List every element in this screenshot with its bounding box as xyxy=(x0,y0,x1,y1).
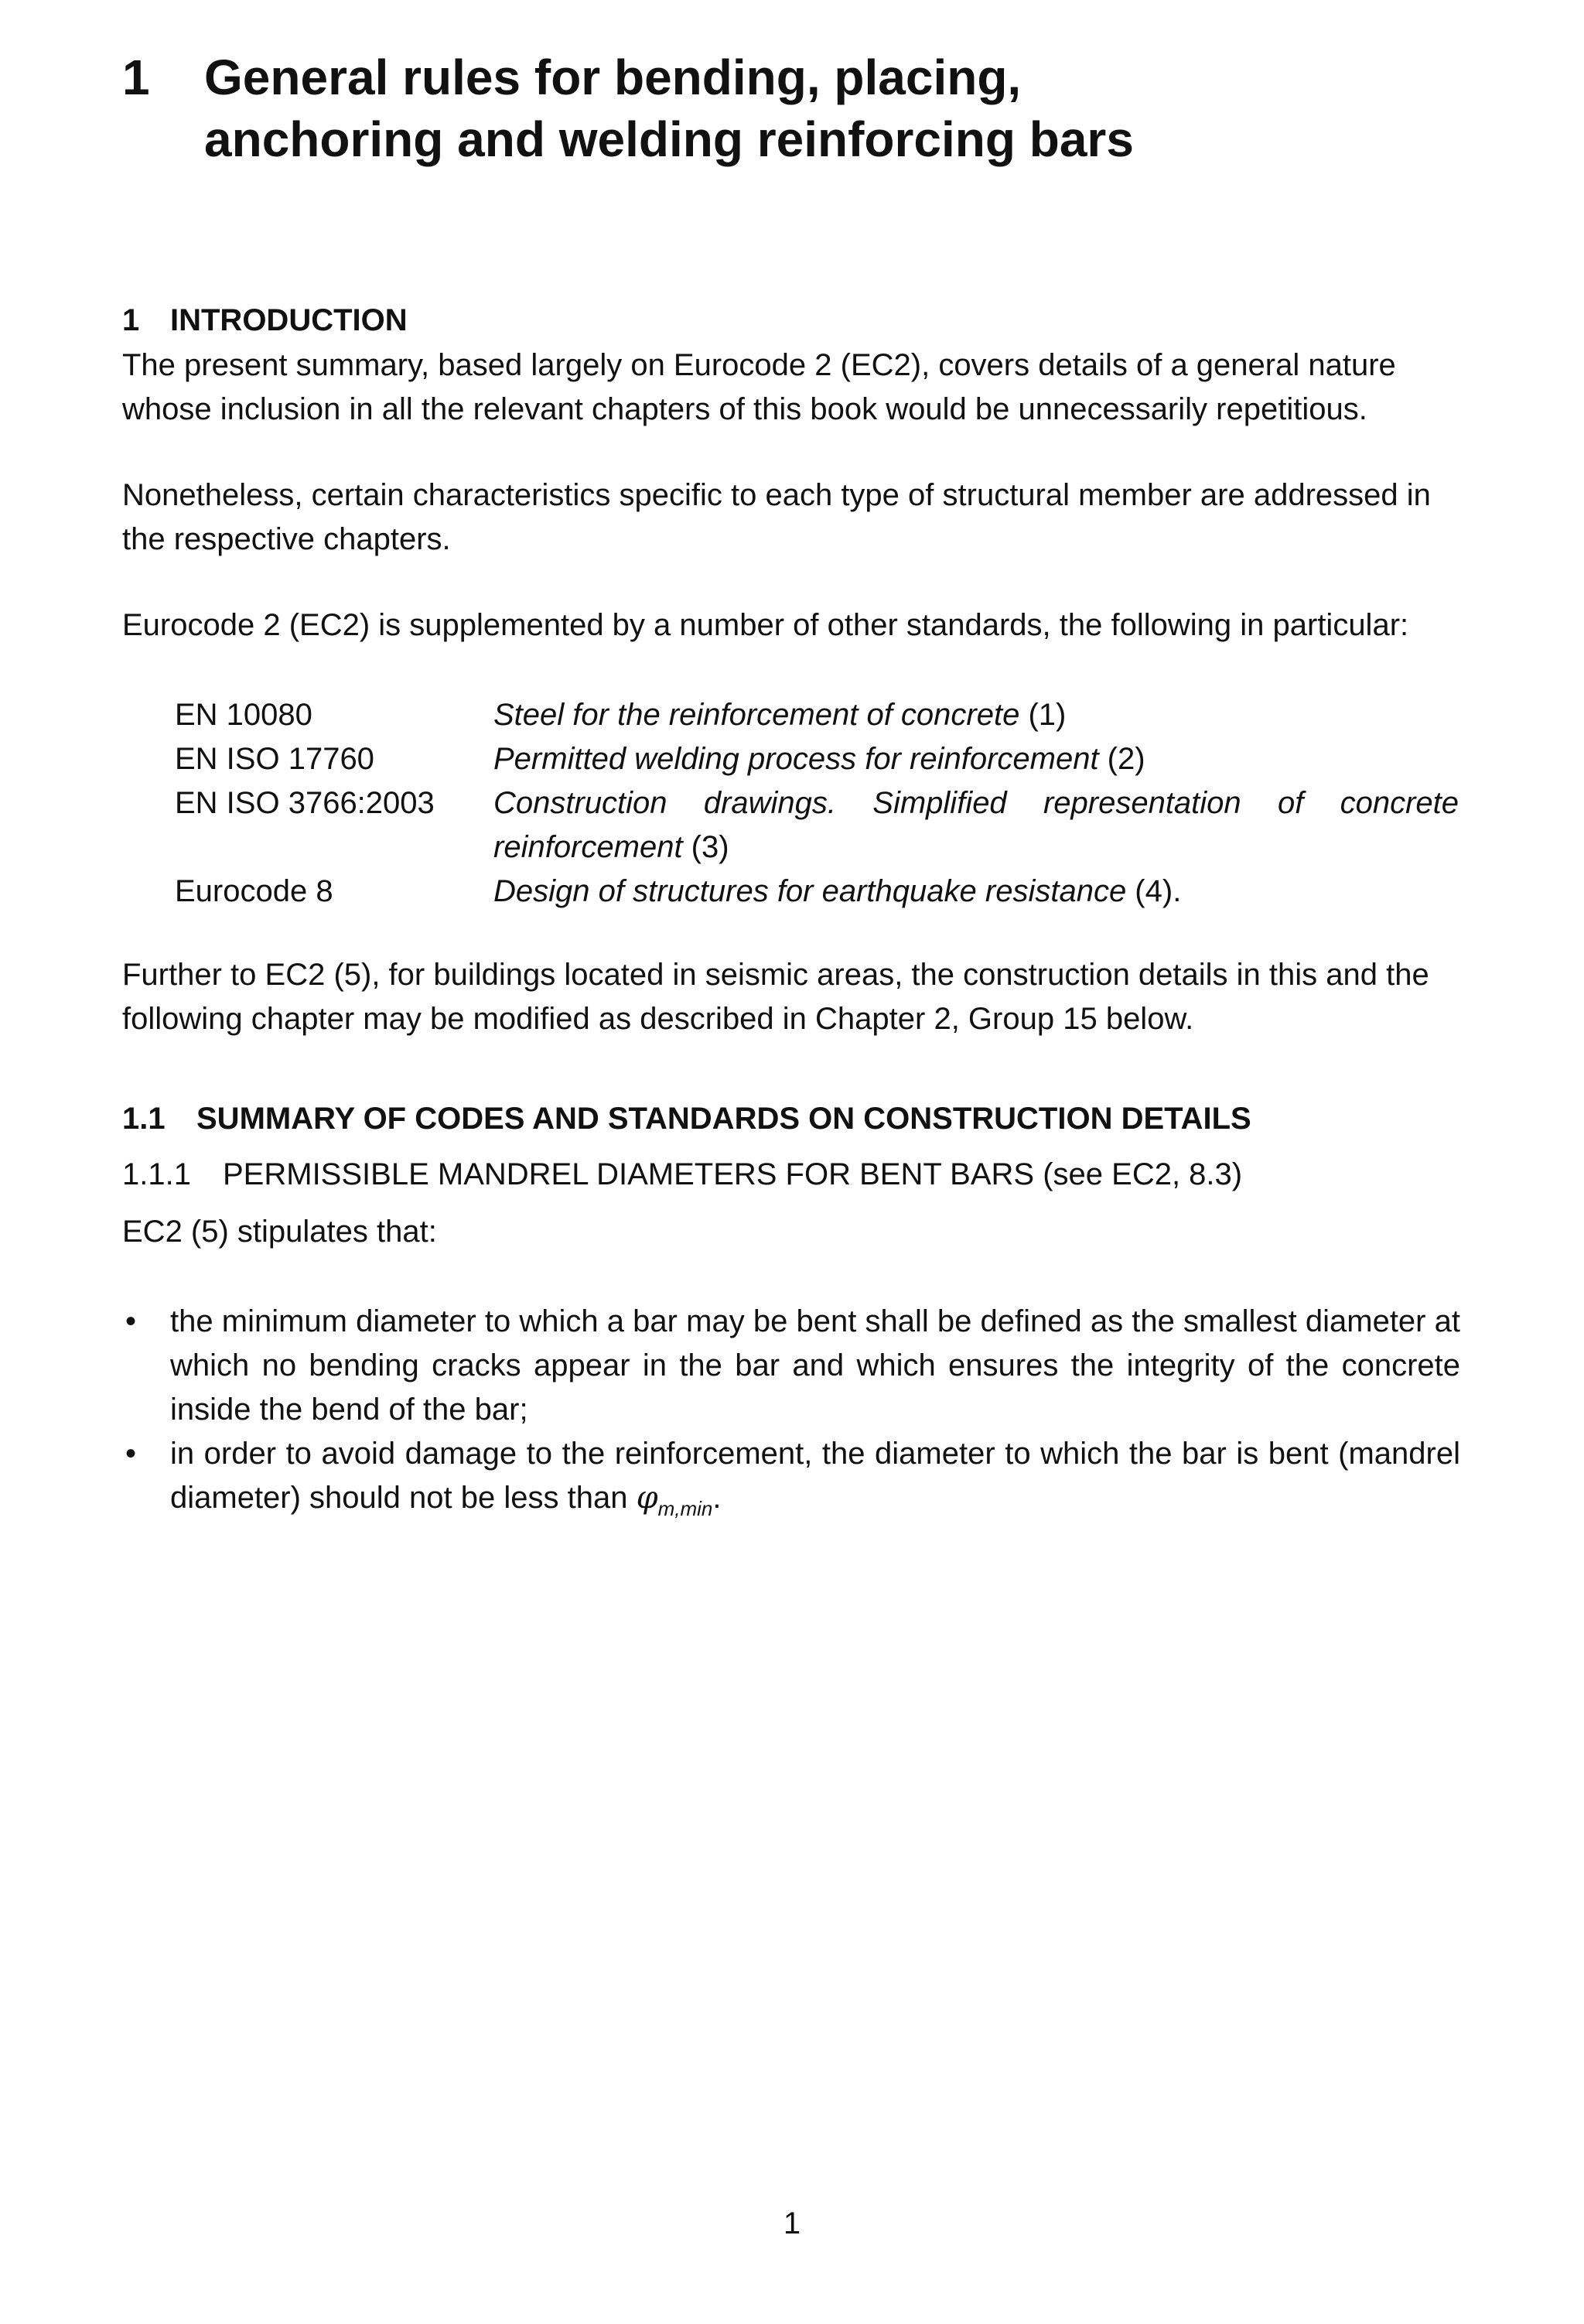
seismic-paragraph: Further to EC2 (5), for buildings located in seismic areas, the construction details in this and the following chapter may be modified as described in Chapter 2, Group 15 below. xyxy=(122,958,1429,1036)
standard-description xyxy=(493,870,1459,914)
introduction-heading-text: INTRODUCTION xyxy=(170,303,408,337)
standard-ref: (1) xyxy=(1019,698,1067,732)
standard-ref: (3) xyxy=(682,830,729,864)
list-item-text: the minimum diameter to which a bar may be bent shall be defined as the smallest diameter at which no bending cracks appear in the bar and which ensures the integrity of the concrete inside the bend of the bar; xyxy=(170,1304,1460,1427)
standard-title: Construction drawings. Simplified representation of concrete reinforcement xyxy=(493,786,1459,864)
standard-row xyxy=(175,870,1459,914)
standard-row xyxy=(175,693,1459,737)
standard-title: Design of structures for earthquake resistance xyxy=(493,874,1127,908)
standard-title: Permitted welding process for reinforcement xyxy=(493,742,1099,776)
chapter-title-line-2: anchoring and welding reinforcing bars xyxy=(204,111,1134,167)
standard-row xyxy=(175,737,1459,781)
phi-symbol: φ xyxy=(636,1480,658,1516)
section-1-1-heading xyxy=(122,1097,1251,1141)
standard-description xyxy=(493,781,1459,870)
section-1-1-1-number: 1.1.1 xyxy=(122,1157,191,1191)
intro-paragraph-1: The present summary, based largely on Eurocode 2 (EC2), covers details of a general nature whose inclusion in all the relevant chapters of this book would be unnecessarily repetitious. xyxy=(122,348,1396,426)
chapter-title-line-1: General rules for bending, placing, xyxy=(204,50,1022,105)
section-1-1-1-heading-text: PERMISSIBLE MANDREL DIAMETERS FOR BENT BARS (see EC2, 8.3) xyxy=(223,1157,1243,1191)
introduction-heading xyxy=(122,299,408,343)
bullet-icon: • xyxy=(125,1304,137,1338)
standard-code: EN 10080 xyxy=(175,698,312,732)
section-1-1-heading-text: SUMMARY OF CODES AND STANDARDS ON CONSTRUCTION DETAILS xyxy=(196,1102,1251,1136)
list-item-text: in order to avoid damage to the reinforcement, the diameter to which the bar is bent (mandrel diameter) should not be less than xyxy=(170,1437,1460,1515)
standard-code: EN ISO 3766:2003 xyxy=(175,786,435,820)
standard-code: EN ISO 17760 xyxy=(175,742,374,776)
standard-row xyxy=(175,781,1459,870)
section-1-1-1-heading xyxy=(122,1153,1242,1197)
standard-description xyxy=(493,737,1459,781)
chapter-title-text xyxy=(204,46,1364,170)
requirements-list xyxy=(122,1300,1460,1531)
sentence-end: . xyxy=(712,1481,722,1515)
standard-title: Steel for the reinforcement of concrete xyxy=(493,698,1020,732)
section-1-1-number: 1.1 xyxy=(122,1102,166,1136)
intro-paragraph-2: Nonetheless, certain characteristics specific to each type of structural member are addressed in the respective chapters. xyxy=(122,478,1431,556)
standard-ref: (2) xyxy=(1098,742,1145,776)
standards-list xyxy=(175,693,1459,914)
intro-paragraph-3: Eurocode 2 (EC2) is supplemented by a number of other standards, the following in particular: xyxy=(122,608,1409,642)
standard-code: Eurocode 8 xyxy=(175,874,333,908)
introduction-number: 1 xyxy=(122,303,140,337)
bullet-icon: • xyxy=(125,1437,137,1471)
stipulates-paragraph: EC2 (5) stipulates that: xyxy=(122,1215,437,1249)
chapter-number: 1 xyxy=(122,50,150,105)
list-item xyxy=(122,1432,1460,1531)
standard-description xyxy=(493,693,1459,737)
page-number: 1 xyxy=(783,2206,801,2240)
phi-subscript: m,min xyxy=(657,1497,713,1520)
standard-ref: (4). xyxy=(1126,874,1182,908)
list-item xyxy=(122,1300,1460,1432)
